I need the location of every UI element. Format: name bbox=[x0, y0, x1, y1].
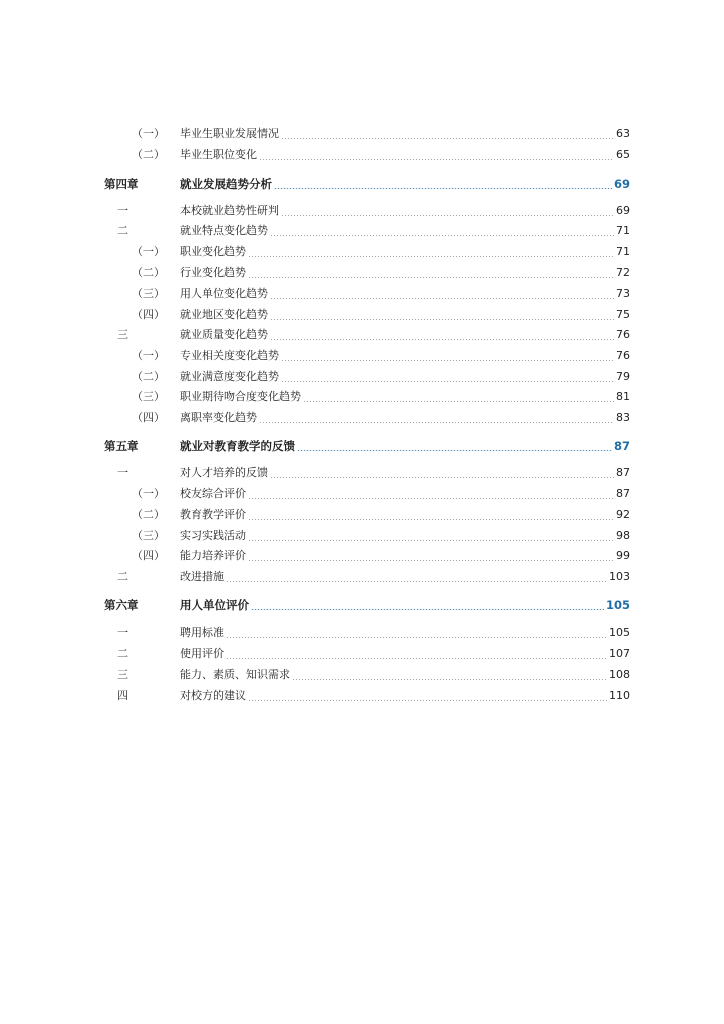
toc-number: 二 bbox=[117, 647, 128, 660]
toc-number: （三） bbox=[132, 529, 165, 542]
dot-leader bbox=[270, 235, 614, 236]
toc-page-number: 69 bbox=[613, 177, 630, 191]
dot-leader bbox=[248, 498, 614, 499]
toc-chapter-row bbox=[0, 437, 724, 455]
toc-page-number: 71 bbox=[616, 224, 630, 237]
toc-entry-link[interactable] bbox=[180, 485, 630, 503]
toc-title: 使用评价 bbox=[180, 647, 224, 660]
toc-page-number: 79 bbox=[616, 370, 630, 383]
toc-title: 就业满意度变化趋势 bbox=[180, 370, 279, 383]
toc-number: （四） bbox=[132, 411, 165, 424]
dot-leader bbox=[226, 581, 607, 582]
toc-title: 行业变化趋势 bbox=[180, 266, 246, 279]
toc-row bbox=[0, 326, 724, 344]
toc-page-number: 81 bbox=[616, 390, 630, 403]
toc-page-number: 108 bbox=[609, 668, 630, 681]
toc-title: 能力、素质、知识需求 bbox=[180, 668, 290, 681]
toc-entry-link[interactable] bbox=[180, 222, 630, 240]
toc-title: 对人才培养的反馈 bbox=[180, 466, 268, 479]
toc-page-number: 76 bbox=[616, 328, 630, 341]
toc-entry-link[interactable] bbox=[180, 666, 630, 684]
toc-title: 本校就业趋势性研判 bbox=[180, 204, 279, 217]
toc-entry-link[interactable] bbox=[180, 464, 630, 482]
toc-number: 二 bbox=[117, 570, 128, 583]
dot-leader bbox=[248, 519, 614, 520]
dot-leader bbox=[248, 256, 614, 257]
dot-leader bbox=[303, 401, 614, 402]
toc-page-number: 87 bbox=[616, 487, 630, 500]
toc-row bbox=[0, 306, 724, 324]
toc-entry-link[interactable] bbox=[180, 409, 630, 427]
toc-entry-link[interactable] bbox=[180, 306, 630, 324]
toc-row bbox=[0, 527, 724, 545]
toc-row bbox=[0, 464, 724, 482]
toc-title: 职业期待吻合度变化趋势 bbox=[180, 390, 301, 403]
toc-number: （一） bbox=[132, 245, 165, 258]
dot-leader bbox=[259, 159, 614, 160]
toc-page-number: 83 bbox=[616, 411, 630, 424]
toc-entry-link[interactable] bbox=[180, 568, 630, 586]
dot-leader bbox=[270, 477, 614, 478]
toc-row bbox=[0, 645, 724, 663]
toc-number: （四） bbox=[132, 308, 165, 321]
toc-number: 一 bbox=[117, 466, 128, 479]
toc-page-number: 105 bbox=[609, 626, 630, 639]
toc-entry-link[interactable] bbox=[180, 202, 630, 220]
toc-page-number: 98 bbox=[616, 529, 630, 542]
toc-row bbox=[0, 285, 724, 303]
toc-title: 实习实践活动 bbox=[180, 529, 246, 542]
toc-entry-link[interactable] bbox=[180, 624, 630, 642]
toc-page-number: 87 bbox=[613, 439, 630, 453]
toc-title: 职业变化趋势 bbox=[180, 245, 246, 258]
toc-title: 对校方的建议 bbox=[180, 689, 246, 702]
toc-title: 用人单位变化趋势 bbox=[180, 287, 268, 300]
toc-number: （二） bbox=[132, 370, 165, 383]
dot-leader bbox=[251, 609, 604, 610]
toc-entry-link[interactable] bbox=[180, 146, 630, 164]
toc-title: 就业对教育教学的反馈 bbox=[180, 439, 295, 453]
dot-leader bbox=[274, 188, 612, 189]
toc-entry-link[interactable] bbox=[180, 347, 630, 365]
toc-row bbox=[0, 146, 724, 164]
toc-page-number: 92 bbox=[616, 508, 630, 521]
toc-entry-link[interactable] bbox=[180, 175, 630, 193]
toc-row bbox=[0, 388, 724, 406]
toc-number: 二 bbox=[117, 224, 128, 237]
toc-number: （二） bbox=[132, 508, 165, 521]
toc-number: （二） bbox=[132, 148, 165, 161]
toc-row bbox=[0, 243, 724, 261]
toc-title: 就业特点变化趋势 bbox=[180, 224, 268, 237]
toc-entry-link[interactable] bbox=[180, 368, 630, 386]
toc-row bbox=[0, 347, 724, 365]
toc-page-number: 105 bbox=[605, 598, 630, 612]
toc-row bbox=[0, 624, 724, 642]
toc-title: 校友综合评价 bbox=[180, 487, 246, 500]
toc-title: 就业发展趋势分析 bbox=[180, 177, 272, 191]
dot-leader bbox=[270, 298, 614, 299]
toc-number: （一） bbox=[132, 127, 165, 140]
toc-page-number: 110 bbox=[609, 689, 630, 702]
dot-leader bbox=[281, 138, 614, 139]
toc-number: （一） bbox=[132, 487, 165, 500]
toc-page-number: 99 bbox=[616, 549, 630, 562]
toc-entry-link[interactable] bbox=[180, 125, 630, 143]
toc-title: 用人单位评价 bbox=[180, 598, 249, 612]
toc-page-number: 73 bbox=[616, 287, 630, 300]
toc-entry-link[interactable] bbox=[180, 326, 630, 344]
toc-row bbox=[0, 202, 724, 220]
toc-page-number: 76 bbox=[616, 349, 630, 362]
toc-row bbox=[0, 687, 724, 705]
toc-title: 专业相关度变化趋势 bbox=[180, 349, 279, 362]
toc-entry-link[interactable] bbox=[180, 687, 630, 705]
toc-title: 毕业生职位变化 bbox=[180, 148, 257, 161]
toc-row bbox=[0, 222, 724, 240]
toc-number: 四 bbox=[117, 689, 128, 702]
toc-title: 聘用标准 bbox=[180, 626, 224, 639]
toc-title: 毕业生职业发展情况 bbox=[180, 127, 279, 140]
toc-entry-link[interactable] bbox=[180, 506, 630, 524]
toc-row bbox=[0, 368, 724, 386]
toc-row bbox=[0, 506, 724, 524]
dot-leader bbox=[297, 450, 612, 451]
dot-leader bbox=[248, 560, 614, 561]
toc-title: 能力培养评价 bbox=[180, 549, 246, 562]
toc-chapter-row bbox=[0, 596, 724, 614]
dot-leader bbox=[281, 215, 614, 216]
toc-entry-link[interactable] bbox=[180, 388, 630, 406]
toc-number: （三） bbox=[132, 287, 165, 300]
toc-row bbox=[0, 666, 724, 684]
dot-leader bbox=[270, 319, 614, 320]
toc-number: 第四章 bbox=[104, 177, 139, 191]
toc-row bbox=[0, 568, 724, 586]
toc-number: 三 bbox=[117, 328, 128, 341]
toc-number: 一 bbox=[117, 204, 128, 217]
toc-number: （一） bbox=[132, 349, 165, 362]
dot-leader bbox=[226, 637, 607, 638]
toc-number: （四） bbox=[132, 549, 165, 562]
toc-entry-link[interactable] bbox=[180, 645, 630, 663]
toc-page-number: 107 bbox=[609, 647, 630, 660]
toc-row bbox=[0, 409, 724, 427]
toc-number: （二） bbox=[132, 266, 165, 279]
toc-number: 一 bbox=[117, 626, 128, 639]
toc-chapter-row bbox=[0, 175, 724, 193]
toc-row bbox=[0, 547, 724, 565]
toc-page-number: 63 bbox=[616, 127, 630, 140]
toc-entry-link[interactable] bbox=[180, 243, 630, 261]
toc-page-number: 103 bbox=[609, 570, 630, 583]
dot-leader bbox=[248, 540, 614, 541]
toc-number: （三） bbox=[132, 390, 165, 403]
toc-title: 离职率变化趋势 bbox=[180, 411, 257, 424]
toc-page-number: 72 bbox=[616, 266, 630, 279]
toc-number: 三 bbox=[117, 668, 128, 681]
dot-leader bbox=[248, 700, 607, 701]
toc-title: 就业地区变化趋势 bbox=[180, 308, 268, 321]
toc-title: 改进措施 bbox=[180, 570, 224, 583]
dot-leader bbox=[259, 422, 614, 423]
toc-page-number: 65 bbox=[616, 148, 630, 161]
toc-entry-link[interactable] bbox=[180, 437, 630, 455]
toc-entry-link[interactable] bbox=[180, 285, 630, 303]
toc-page-number: 71 bbox=[616, 245, 630, 258]
toc-title: 就业质量变化趋势 bbox=[180, 328, 268, 341]
toc-entry-link[interactable] bbox=[180, 527, 630, 545]
toc-entry-link[interactable] bbox=[180, 547, 630, 565]
toc-page-number: 87 bbox=[616, 466, 630, 479]
toc-row bbox=[0, 485, 724, 503]
toc-row bbox=[0, 125, 724, 143]
toc-page-number: 69 bbox=[616, 204, 630, 217]
toc-entry-link[interactable] bbox=[180, 264, 630, 282]
dot-leader bbox=[270, 339, 614, 340]
dot-leader bbox=[226, 658, 607, 659]
dot-leader bbox=[292, 679, 607, 680]
toc-entry-link[interactable] bbox=[180, 596, 630, 614]
toc-title: 教育教学评价 bbox=[180, 508, 246, 521]
dot-leader bbox=[281, 381, 614, 382]
toc-number: 第六章 bbox=[104, 598, 139, 612]
toc-row bbox=[0, 264, 724, 282]
dot-leader bbox=[281, 360, 614, 361]
toc-number: 第五章 bbox=[104, 439, 139, 453]
toc-page-number: 75 bbox=[616, 308, 630, 321]
dot-leader bbox=[248, 277, 614, 278]
